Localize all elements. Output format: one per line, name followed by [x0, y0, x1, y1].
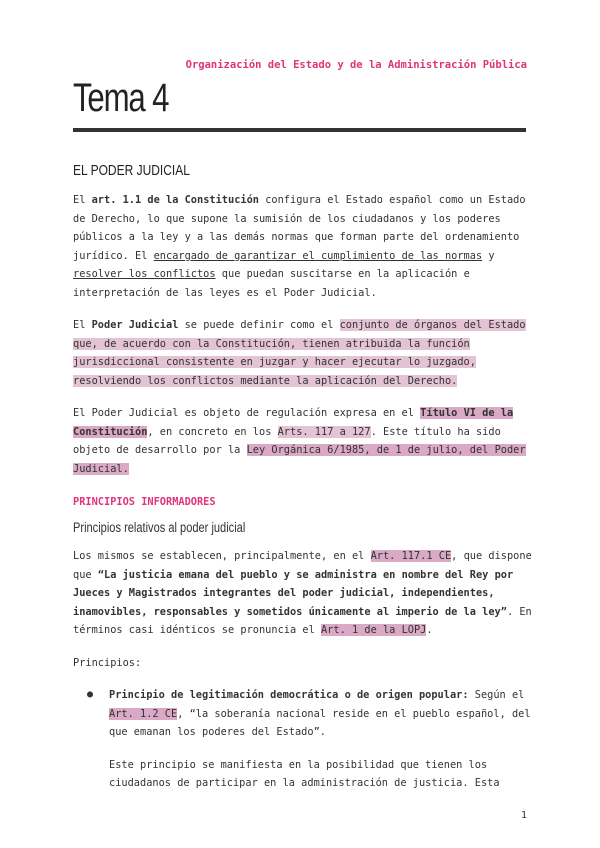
text: , en concreto en los	[147, 425, 278, 438]
paragraph-definition	[73, 316, 533, 390]
bold-text: Principio de legitimación democrática o de origen popular:	[109, 689, 469, 701]
text: El Poder Judicial es objeto de regulación expresa en el	[73, 407, 421, 419]
highlighted-text: Art. 1.2 CE	[109, 707, 178, 720]
subsection-heading: PRINCIPIOS INFORMADORES	[73, 496, 216, 508]
highlighted-text: Ley Orgánica 6/1985, de 1 de julio, del Poder Judicial.	[73, 444, 526, 475]
underlined-text: encargado de garantizar el cumplimiento de las normas	[153, 249, 483, 262]
subsubsection-heading: Principios relativos al poder judicial	[73, 520, 246, 535]
text: configura el Estado español como un Estado de Derecho, lo que supone la sumisión de los ciudadanos y los poderes públicos a la ley y a las demás normas que forman parte del ordenamiento jurídico. El	[73, 194, 526, 262]
highlighted-text: Art. 117.1 CE	[370, 550, 452, 562]
text: Según el	[468, 689, 525, 701]
text: , “la soberanía nacional reside en el pueblo español, del que emanan los poderes del Estado”.	[109, 707, 531, 738]
text: , que dispone que	[73, 550, 532, 581]
highlighted-text: Arts. 117 a 127	[277, 425, 371, 438]
text: . En términos casi idénticos se pronuncia el	[73, 605, 532, 636]
bullet-paragraph	[109, 686, 533, 742]
bold-quote: “La justicia emana del pueblo y se administra en nombre del Rey por Jueces y Magistrados integrantes del poder judicial, independientes, inamovibles, responsables y sometidos únicamente al imperio de la ley”	[73, 568, 514, 618]
bold-text: art. 1.1 de la Constitución	[91, 194, 259, 206]
underlined-text: resolver los conflictos	[73, 268, 216, 280]
text: Los mismos se establecen, principalmente, en el	[73, 550, 371, 562]
text: .	[426, 624, 433, 636]
bullet-icon: ●	[87, 689, 94, 700]
text: El	[73, 194, 92, 206]
section-heading: EL PODER JUDICIAL	[73, 162, 190, 179]
text: se puede definir como el	[178, 319, 340, 331]
bullet-paragraph-continued: Este principio se manifiesta en la posibilidad que tienen los ciudadanos de participar en la administración de justicia. Esta	[109, 758, 500, 789]
bold-text: Poder Judicial	[91, 319, 179, 331]
page-title: Tema 4	[73, 76, 169, 120]
highlighted-text: conjunto de órganos del Estado que, de acuerdo con la Constitución, tienen atribuida la función jurisdiccional consistente en juzgar y hacer ejecutar lo juzgado, resolviendo los conflictos mediante la aplicación del Derecho.	[73, 319, 526, 387]
list-item	[73, 686, 533, 793]
text: El	[73, 319, 92, 331]
highlighted-text: Título VI de la Constitución	[73, 407, 514, 438]
paragraph-intro	[73, 191, 533, 302]
paragraph-principles	[73, 547, 533, 640]
paragraph-regulation	[73, 404, 533, 478]
document-subject-header: Organización del Estado y de la Administración Pública	[185, 59, 527, 71]
highlighted-text: Art. 1 de la LOPJ	[320, 624, 427, 636]
text: que puedan suscitarse en la aplicación e interpretación de las leyes es el Poder Judicial.	[73, 268, 470, 299]
title-divider	[73, 128, 526, 132]
document-body	[73, 162, 533, 807]
page-number: 1	[520, 810, 527, 821]
text: . Este título ha sido objeto de desarrollo por la	[73, 425, 501, 456]
principles-label: Principios:	[73, 656, 142, 669]
text: y	[482, 249, 495, 262]
